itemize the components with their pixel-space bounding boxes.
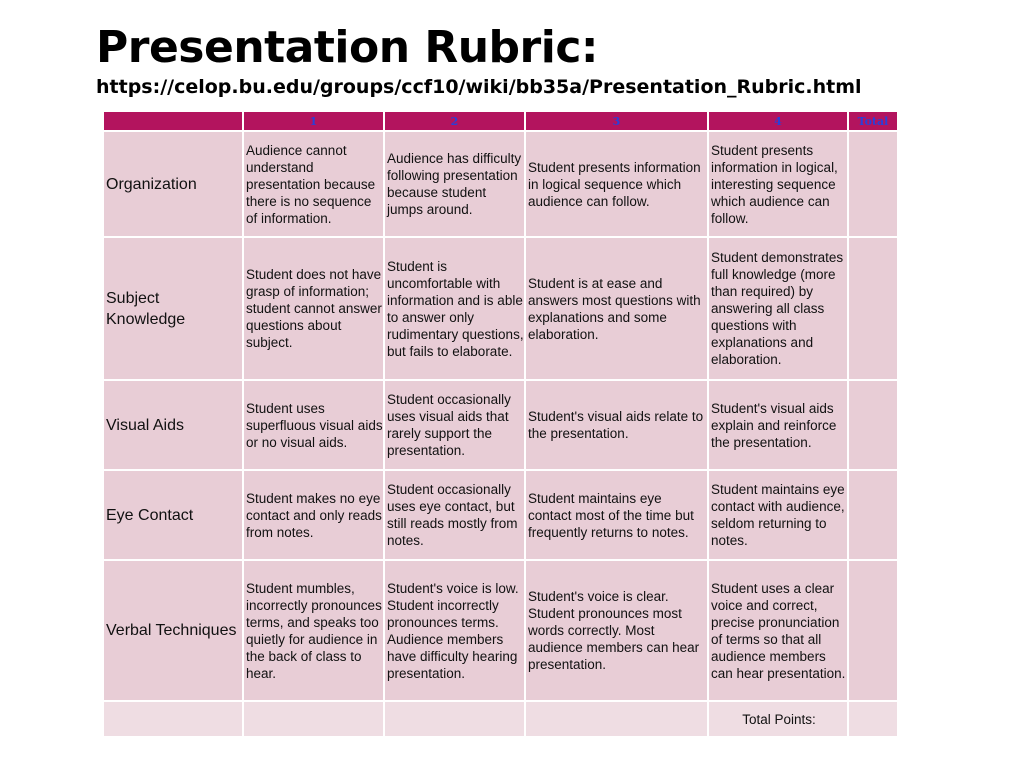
header-score-4: 4 xyxy=(709,112,847,130)
rubric-table xyxy=(102,110,899,738)
total-points-row xyxy=(104,702,897,736)
total-cell xyxy=(849,561,897,700)
table-row xyxy=(104,471,897,559)
rubric-cell: Student mumbles, incorrectly pronounces terms, and speaks too quietly for audience in the back of class to hear. xyxy=(244,561,383,700)
rubric-cell: Student's visual aids explain and reinforce the presentation. xyxy=(709,381,847,469)
rubric-cell: Student uses a clear voice and correct, precise pronunciation of terms so that all audience members can hear presentation. xyxy=(709,561,847,700)
rubric-cell: Student occasionally uses visual aids that rarely support the presentation. xyxy=(385,381,524,469)
total-cell xyxy=(849,238,897,379)
rubric-cell: Student presents information in logical sequence which audience can follow. xyxy=(526,132,707,236)
rubric-cell: Student's visual aids relate to the presentation. xyxy=(526,381,707,469)
header-score-2: 2 xyxy=(385,112,524,130)
total-points-value xyxy=(849,702,897,736)
rubric-cell: Student maintains eye contact with audience, seldom returning to notes. xyxy=(709,471,847,559)
total-row-blank xyxy=(244,702,383,736)
criterion-label: Verbal Techniques xyxy=(104,561,242,700)
table-row xyxy=(104,561,897,700)
rubric-cell: Student maintains eye contact most of the time but frequently returns to notes. xyxy=(526,471,707,559)
criterion-label: Organization xyxy=(104,132,242,236)
rubric-cell: Student demonstrates full knowledge (more than required) by answering all class questions with explanations and elaboration. xyxy=(709,238,847,379)
rubric-cell: Student is at ease and answers most questions with explanations and some elaboration. xyxy=(526,238,707,379)
rubric-cell: Student does not have grasp of information; student cannot answer questions about subject. xyxy=(244,238,383,379)
table-row xyxy=(104,132,897,236)
rubric-cell: Audience has difficulty following presentation because student jumps around. xyxy=(385,132,524,236)
rubric-cell: Student uses superfluous visual aids or no visual aids. xyxy=(244,381,383,469)
total-row-blank xyxy=(385,702,524,736)
rubric-cell: Student is uncomfortable with information and is able to answer only rudimentary questions, but fails to elaborate. xyxy=(385,238,524,379)
rubric-cell: Student's voice is low. Student incorrectly pronounces terms. Audience members have difficulty hearing presentation. xyxy=(385,561,524,700)
total-row-blank xyxy=(526,702,707,736)
source-url: https://celop.bu.edu/groups/ccf10/wiki/bb35a/Presentation_Rubric.html xyxy=(96,76,862,98)
rubric-cell: Student makes no eye contact and only reads from notes. xyxy=(244,471,383,559)
rubric-cell: Student's voice is clear. Student pronounces most words correctly. Most audience members can hear presentation. xyxy=(526,561,707,700)
total-cell xyxy=(849,381,897,469)
header-score-3: 3 xyxy=(526,112,707,130)
criterion-label: Eye Contact xyxy=(104,471,242,559)
rubric-cell: Audience cannot understand presentation because there is no sequence of information. xyxy=(244,132,383,236)
total-cell xyxy=(849,132,897,236)
header-score-1: 1 xyxy=(244,112,383,130)
header-total: Total xyxy=(849,112,897,130)
rubric-cell: Student occasionally uses eye contact, but still reads mostly from notes. xyxy=(385,471,524,559)
header-blank xyxy=(104,112,242,130)
criterion-label: Visual Aids xyxy=(104,381,242,469)
total-row-blank xyxy=(104,702,242,736)
table-row xyxy=(104,238,897,379)
total-cell xyxy=(849,471,897,559)
criterion-label: Subject Knowledge xyxy=(104,238,242,379)
total-points-label: Total Points: xyxy=(709,702,847,736)
rubric-cell: Student presents information in logical, interesting sequence which audience can follow. xyxy=(709,132,847,236)
page-title: Presentation Rubric: xyxy=(96,22,599,73)
header-row xyxy=(104,112,897,130)
table-row xyxy=(104,381,897,469)
